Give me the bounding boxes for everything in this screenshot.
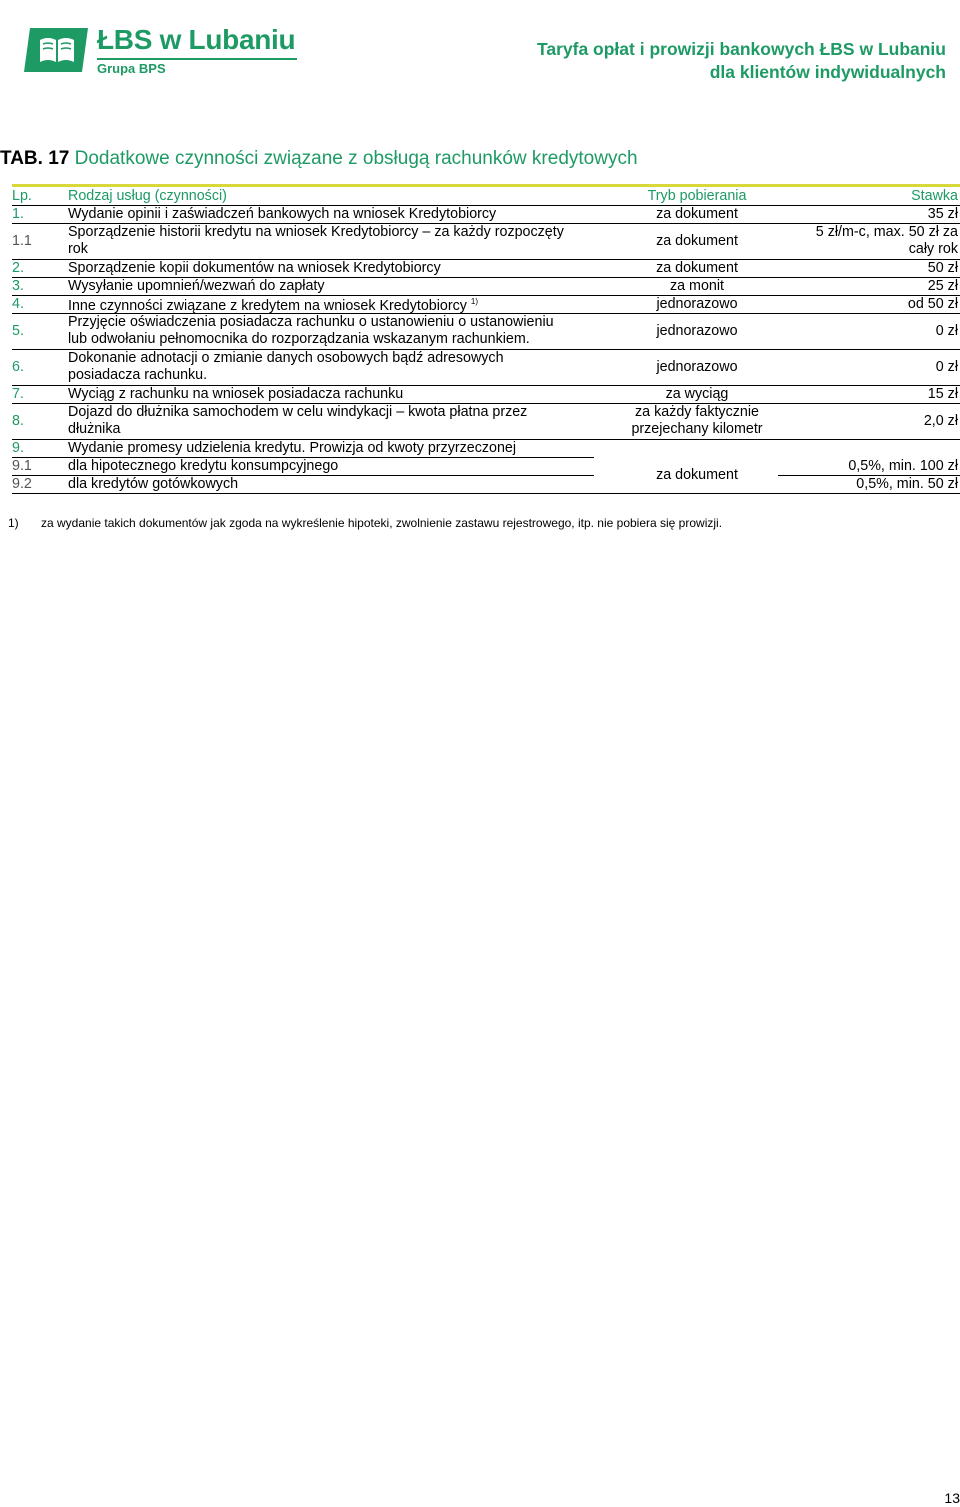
row-rate: 0,5%, min. 50 zł (856, 475, 958, 492)
row-lp: 2. (12, 259, 24, 276)
row-service (68, 349, 602, 385)
row-rate: 35 zł (927, 205, 958, 222)
row-mode: jednorazowo (656, 295, 738, 312)
row-service (68, 295, 602, 313)
row-service-line1: Przyjęcie oświadczenia posiadacza rachunku o ustanowieniu o ustanowieniu (68, 314, 554, 330)
row-lp: 9.1 (12, 457, 32, 474)
row-mode-line1: za każdy faktycznie (635, 404, 759, 420)
row-mode: za dokument (656, 466, 738, 483)
table-bottom-border (12, 493, 960, 494)
row-rate: 25 zł (927, 277, 958, 294)
row-service: Wydanie promesy udzielenia kredytu. Prowizja od kwoty przyrzeczonej (68, 439, 517, 456)
row-service-line1: Dokonanie adnotacji o zmianie danych osobowych bądź adresowych (68, 350, 504, 366)
document-title-line2: dla klientów indywidualnych (709, 62, 946, 82)
row-service: Sporządzenie kopii dokumentów na wniosek Kredytobiorcy (68, 259, 441, 276)
row-lp: 3. (12, 277, 24, 294)
row-9-mode-cell (12, 457, 960, 493)
row-mode: za monit (669, 277, 725, 294)
table-row (12, 259, 960, 278)
row-service (68, 403, 602, 439)
row-rate: 0 zł (935, 322, 958, 339)
row-mode: za dokument (656, 205, 738, 222)
row-service-line2: lub odwołaniu pełnomocnika do rozporządzania wskazanym rachunkiem. (68, 331, 530, 347)
row-service-line1: Sporządzenie historii kredytu na wniosek Kredytobiorcy – za każdy rozpoczęty (68, 224, 564, 240)
row-mode: jednorazowo (656, 322, 738, 339)
row-service-line2: dłużnika (68, 421, 121, 437)
footnote-text: za wydanie takich dokumentów jak zgoda na wykreślenie hipoteki, zwolnienie zastawu rejestrowego, itp. nie pobiera się prowizji. (41, 516, 723, 530)
row-service-line2: rok (68, 241, 88, 257)
row-rate: od 50 zł (907, 295, 958, 312)
row-lp: 9. (12, 439, 24, 456)
row-lp: 4. (12, 295, 24, 312)
row-rate: 0 zł (935, 358, 958, 375)
column-header-mode: Tryb pobierania (647, 187, 747, 204)
logo-divider (97, 58, 297, 60)
row-rate: 0,5%, min. 100 zł (848, 457, 958, 474)
table-row (12, 403, 960, 440)
footnote-reference: 1) (470, 297, 479, 307)
row-rate-line1: 5 zł/m-c, max. 50 zł za (815, 224, 958, 240)
row-rate (792, 223, 958, 259)
table-number: TAB. 17 (0, 148, 70, 169)
table-row (12, 385, 960, 404)
page-number: 13 (944, 1490, 960, 1506)
row-rate: 15 zł (927, 385, 958, 402)
table-row (12, 223, 960, 260)
logo-name: ŁBS w Lubaniu (97, 24, 296, 55)
document-title-line1: Taryfa opłat i prowizji bankowych ŁBS w Lubaniu (536, 39, 946, 59)
table-row (12, 439, 960, 457)
row-service: Wysyłanie upomnień/wezwań do zapłaty (68, 277, 325, 294)
row-service-line2: posiadacza rachunku. (68, 367, 208, 383)
column-header-rate: Stawka (911, 187, 958, 204)
table-row (12, 313, 960, 350)
table-header-row (12, 187, 960, 206)
row-lp: 6. (12, 358, 24, 375)
row-lp: 7. (12, 385, 24, 402)
row-lp: 1.1 (12, 232, 32, 249)
column-header-service: Rodzaj usług (czynności) (68, 187, 227, 204)
row-service-line1: Dojazd do dłużnika samochodem w celu windykacji – kwota płatna przez (68, 404, 528, 420)
row-service (68, 223, 602, 259)
row-service: dla hipotecznego kredytu konsumpcyjnego (68, 457, 339, 474)
row-mode: za wyciąg (665, 385, 729, 402)
row-service: Wydanie opinii i zaświadczeń bankowych na wniosek Kredytobiorcy (68, 205, 497, 222)
document-title (537, 38, 946, 84)
row-rate: 50 zł (927, 259, 958, 276)
bank-logo (22, 22, 302, 78)
footnote (8, 516, 722, 530)
page-header (0, 0, 960, 100)
row-service: dla kredytów gotówkowych (68, 475, 239, 492)
row-service: Wyciąg z rachunku na wniosek posiadacza rachunku (68, 385, 404, 402)
table-caption: Dodatkowe czynności związane z obsługą rachunków kredytowych (74, 148, 638, 169)
row-lp: 8. (12, 412, 24, 429)
row-rate: 2,0 zł (923, 412, 958, 429)
column-header-lp: Lp. (12, 187, 32, 204)
table-title (0, 148, 638, 170)
row-rate-line2: cały rok (908, 241, 958, 257)
row-mode (602, 403, 792, 439)
table-row (12, 295, 960, 314)
book-logo-icon (22, 26, 90, 74)
row-mode: za dokument (656, 232, 738, 249)
table-row (12, 349, 960, 386)
row-mode-line2: przejechany kilometr (631, 421, 763, 437)
logo-group: Grupa BPS (97, 61, 166, 76)
row-service (68, 313, 602, 349)
footnote-mark: 1) (8, 516, 19, 530)
row-lp: 5. (12, 322, 24, 339)
row-lp: 1. (12, 205, 24, 222)
table-row (12, 205, 960, 224)
row-lp: 9.2 (12, 475, 32, 492)
row-service-text: Inne czynności związane z kredytem na wniosek Kredytobiorcy (68, 297, 467, 314)
row-mode: jednorazowo (656, 358, 738, 375)
row-mode: za dokument (656, 259, 738, 276)
